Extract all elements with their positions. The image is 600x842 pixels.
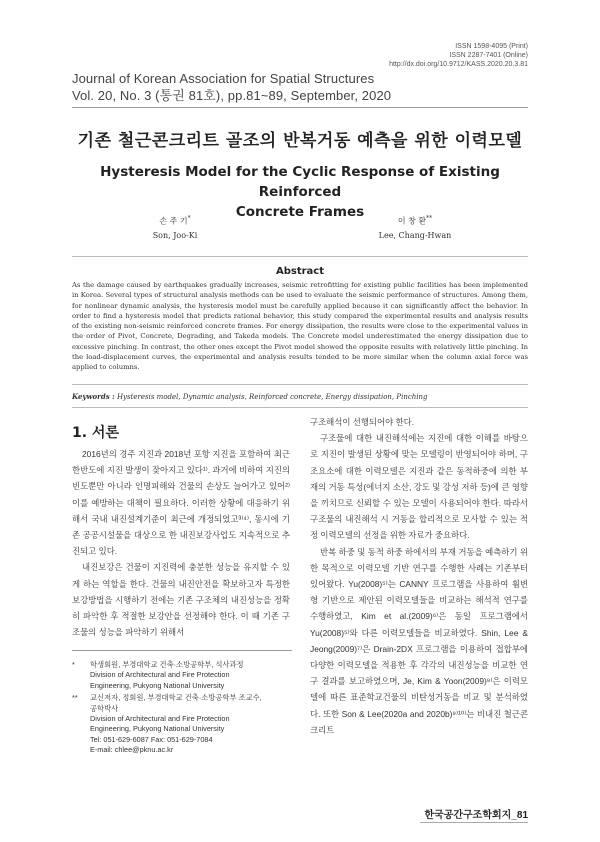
footnote-mark: *	[72, 660, 75, 669]
journal-name: Journal of Korean Association for Spatial Structures	[72, 71, 375, 86]
keywords	[72, 392, 528, 401]
author-1-mark: *	[187, 215, 191, 222]
left-column	[72, 446, 290, 640]
right-paragraph: 구조물에 대한 내진해석에는 지진에 대한 이해를 바탕으로 지진이 발생된 상황에 맞는 모델링이 반영되어야 하며, 구조요소에 대한 이력모델은 지진과 같은 동적하중에 의한 부재의 거동 특성(에너지 소산, 강도 및 강성 저하 등)에 큰 영향을 끼치므로 신뢰할 수 있는 모델이 사용되어야 한다. 따라서 구조물의 내진해석 시 거동을 합리적으로 모사할 수 있는 적정 이력모델의 선정을 위한 자료가 중요하다.	[310, 433, 528, 541]
footnote-mark: **	[72, 693, 78, 703]
author-2-english: Lee, Chang-Hwan	[378, 230, 452, 240]
footnotes	[72, 660, 292, 756]
right-paragraph: 구조해석이 선행되어야 한다.	[310, 417, 415, 427]
doi-link[interactable]: http://dx.doi.org/10.9712/KASS.2020.20.3.81	[389, 61, 528, 68]
page-footer: 한국공간구조학회지_81	[424, 810, 528, 821]
footnote-line: Engineering, Pukyong National University	[90, 680, 225, 690]
author-2	[350, 212, 480, 243]
keywords-rule	[72, 407, 528, 408]
footnote-line: Division of Architectural and Fire Protection	[90, 670, 230, 680]
left-paragraph: 2016년의 경주 지진과 2018년 포항 지진을 포함하여 최근 한반도에 지진 발생이 잦아지고 있다¹⁾. 과거에 비하여 지진의 빈도뿐만 아니라 인명피해와 건물의 손상도 늘어가고 있어²⁾ 이를 예방하는 대책이 필요하다. 이러한 상황에 대응하기 위해서 국내 내진설계기준이 최근에 개정되었고³⁾⁴⁾, 동시에 기존 공공시설물을 대상으로 한 내진보강사업도 지속적으로 추진되고 있다.	[72, 449, 290, 557]
abstract-bottom-rule	[72, 384, 528, 385]
footnote	[72, 660, 292, 691]
abstract-text: As the damage caused by earthquakes gradually increases, seismic retrofitting for existing public facilities has been implemented in Korea. Several types of structural analysis methods can be used to evaluate the seismic performance of structures. Among them, for nonlinear dynamic analysis, the hysteresis model must be carefully applied because it can significantly affect the behavior. In order to find a hysteresis model that predicts rational behavior, this study compared the experimental results and analysis results of the existing non-seismic reinforced concrete frames. For energy dissipation, the results were close to the experimental values in the order of Pivot, Concrete, Degrading, and Takeda models. The Concrete model underestimated the energy dissipation due to excessive pinching. In contrast, the other ones except the Pivot model showed the opposite results with relatively little pinching. In the load-displacement curves, the experimental and analysis results tended to be more similar when the column axial force was applied to columns.	[72, 281, 528, 372]
footnote-line: Tel: 051-629-6087 Fax: 051-629-7084	[90, 734, 213, 744]
right-column	[310, 414, 528, 738]
keywords-text: Hysteresis model, Dynamic analysis, Reinforced concrete, Energy dissipation, Pinching	[116, 393, 428, 401]
footnote-line: Engineering, Pukyong National University	[90, 724, 225, 734]
footnote-line: 공학박사	[90, 703, 119, 713]
header-divider	[72, 107, 528, 108]
right-paragraph: 반복 하중 및 동적 하중 하에서의 부재 거동을 예측하기 위한 목적으로 이력모델 기반 연구를 수행한 사례는 기존부터 있어왔다. Yu(2008)⁵⁾는 CANNY 프로그램을 사용하여 휨변형 기반으로 제안된 이력모델들을 비교하는 해석적 연구를 수행하였고, Kim et al.(2009)⁶⁾은 동일 프로그램에서 Yu(2008)⁵⁾와 다른 이력모델들을 비교하였다. Shin, Lee & Jeong(2009)⁷⁾은 Drain-2DX 프로그램을 이용하여 접합부에 다양한 이력모델을 적용한 후 각각의 내진성능을 비교한 연구 결과를 보고하였으며, Je, Kim & Yoon(2009)⁸⁾은 이력모델에 따른 표준학교건물의 비탄성거동을 비교 및 분석하였다. 또한 Son & Lee(2020a and 2020b)⁹⁾¹⁰⁾는 비내진 철근콘크리트	[310, 546, 528, 735]
footnote	[72, 693, 292, 755]
issn-block	[389, 42, 528, 69]
footer-rule	[420, 822, 528, 823]
footnote-line: 교신저자, 정회원, 부경대학교 건축·소방공학부 조교수,	[90, 693, 262, 703]
abstract-top-rule	[72, 256, 528, 257]
title-english-line1: Hysteresis Model for the Cyclic Response of Existing Reinforced	[100, 164, 500, 200]
footnote-line: 학생회원, 부경대학교 건축·소방공학부, 석사과정	[90, 660, 244, 669]
author-2-korean: 이 창 환	[397, 216, 427, 226]
keywords-label: Keywords :	[72, 392, 115, 401]
author-1-english: Son, Joo-Ki	[152, 230, 198, 240]
journal-header	[72, 70, 391, 104]
issn-print: ISSN 1598-4095 (Print)	[455, 43, 528, 50]
footnote-line: Division of Architectural and Fire Protection	[90, 714, 230, 724]
footnote-email[interactable]: E-mail: chlee@pknu.ac.kr	[90, 745, 174, 755]
author-1	[110, 212, 240, 243]
left-paragraph: 내진보강은 건물이 지진력에 충분한 성능을 유지할 수 있게 하는 역할을 한다. 건물의 내진안전을 확보하고자 특정한 보강방법을 시행하기 전에는 기존 구조체의 내진성능을 정확히 파악한 후 적절한 보강안을 선정해야 한다. 이 때 기존 구조물의 성능을 파악하기 위해서	[72, 562, 290, 638]
author-2-mark: **	[426, 215, 433, 222]
abstract-heading: Abstract	[275, 266, 325, 277]
issn-online: ISSN 2287-7401 (Online)	[449, 52, 528, 59]
volume-line: Vol. 20, No. 3 (통권 81호), pp.81~89, September, 2020	[72, 88, 392, 103]
title-english-line2: Concrete Frames	[235, 204, 365, 220]
author-1-korean: 손 주 기	[159, 216, 188, 226]
section-title: 1. 서론	[72, 425, 119, 441]
footnote-rule	[72, 650, 292, 651]
title-korean: 기존 철근콘크리트 골조의 반복거동 예측을 위한 이력모델	[77, 131, 523, 151]
